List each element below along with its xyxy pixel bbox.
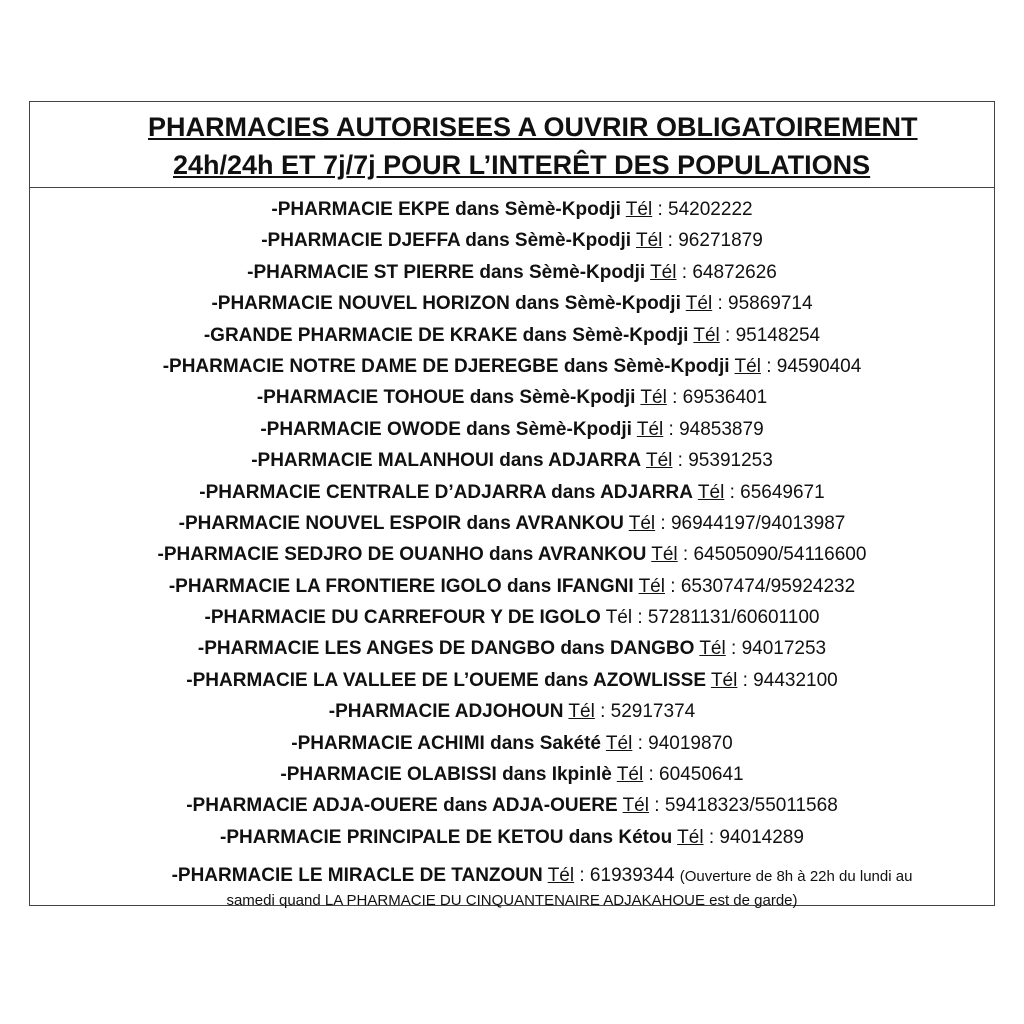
tel-label: Tél: [693, 324, 720, 346]
pharmacy-name: -PHARMACIE EKPE dans Sèmè-Kpodji: [271, 199, 621, 220]
pharmacy-phone: : 65649671: [724, 481, 825, 503]
pharmacy-phone: : 54202222: [652, 199, 753, 220]
pharmacy-name: -PHARMACIE DU CARREFOUR Y DE IGOLO: [204, 607, 601, 629]
pharmacy-name: -PHARMACIE NOUVEL HORIZON dans Sèmè-Kpodji: [211, 293, 681, 315]
tel-label: Tél: [685, 293, 713, 315]
opening-note-line-1: (Ouverture de 8h à 22h du lundi au: [679, 868, 913, 885]
list-item: [30, 822, 994, 853]
pharmacy-phone: : 64505090/54116600: [677, 544, 867, 566]
pharmacy-phone: : 96271879: [662, 230, 763, 252]
pharmacy-phone: : 94014289: [703, 826, 804, 848]
notice-frame: [29, 101, 995, 909]
pharmacy-name: -GRANDE PHARMACIE DE KRAKE dans Sèmè-Kpodji: [203, 324, 689, 346]
list-item: [30, 759, 994, 790]
pharmacy-phone: : 96944197/94013987: [655, 512, 846, 534]
pharmacy-phone: : 95391253: [672, 450, 773, 472]
list-item: [30, 414, 994, 445]
pharmacy-name: -PHARMACIE CENTRALE D’ADJARRA dans ADJARRA: [199, 481, 693, 503]
tel-label: Tél: [650, 261, 677, 283]
page-title-line-2: 24h/24h ET 7j/7j POUR L’INTERÊT DES POPULATIONS: [173, 150, 871, 180]
pharmacy-phone: : 94853879: [663, 418, 764, 440]
pharmacy-phone: : 94432100: [737, 669, 838, 691]
pharmacy-name: -PHARMACIE LA VALLEE DE L’OUEME dans AZOWLISSE: [186, 669, 706, 691]
pharmacy-name: -PHARMACIE DJEFFA dans Sèmè-Kpodji: [261, 230, 632, 252]
list-item: [30, 257, 994, 288]
pharmacy-phone: : 69536401: [666, 387, 768, 409]
tel-label: Tél: [636, 230, 663, 252]
page-title-line-1: PHARMACIES AUTORISEES A OUVRIR OBLIGATOIREMENT: [148, 112, 918, 142]
list-item: [30, 508, 994, 539]
pharmacy-name: -PHARMACIE ACHIMI dans Sakété: [291, 732, 601, 754]
pharmacy-phone: : 95869714: [712, 293, 813, 315]
pharmacy-phone: : 52917374: [594, 701, 696, 723]
list-item: [30, 225, 994, 256]
pharmacy-phone: : 94017253: [725, 638, 827, 660]
pharmacy-phone: : 59418323/55011568: [648, 795, 838, 817]
pharmacy-name: -PHARMACIE LES ANGES DE DANGBO dans DANGBO: [197, 638, 695, 660]
pharmacy-phone: : 61939344: [574, 865, 675, 886]
pharmacy-phone: : 60450641: [643, 764, 744, 786]
list-item: [30, 194, 994, 225]
tel-label: Tél: [605, 607, 633, 629]
pharmacy-name: -PHARMACIE OLABISSI dans Ikpinlè: [280, 764, 612, 786]
pharmacy-phone: : 95148254: [719, 324, 821, 346]
pharmacy-name: -PHARMACIE LA FRONTIERE IGOLO dans IFANGNI: [168, 575, 634, 597]
list-item: [30, 477, 994, 508]
list-item-last: [30, 862, 994, 912]
list-item: [30, 351, 994, 382]
list-item: [30, 728, 994, 759]
tel-label: Tél: [628, 512, 656, 534]
pharmacy-name: -PHARMACIE ADJA-OUERE dans ADJA-OUERE: [186, 795, 618, 817]
pharmacy-phone: : 94590404: [760, 355, 862, 377]
tel-label: Tél: [646, 450, 673, 472]
pharmacy-name: -PHARMACIE MALANHOUI dans ADJARRA: [251, 450, 642, 472]
pharmacy-phone: : 94019870: [632, 732, 733, 754]
pharmacy-phone: : 57281131/60601100: [632, 607, 820, 629]
list-item: [30, 602, 994, 633]
list-item: [30, 633, 994, 664]
tel-label: Tél: [547, 865, 575, 886]
pharmacy-list: [30, 194, 994, 853]
pharmacy-name: -PHARMACIE LE MIRACLE DE TANZOUN: [171, 865, 543, 886]
tel-label: Tél: [625, 199, 653, 220]
list-item: [30, 696, 994, 727]
opening-note-line-2: samedi quand LA PHARMACIE DU CINQUANTENAIRE ADJAKAHOUE est de garde): [226, 892, 798, 909]
tel-label: Tél: [640, 387, 667, 409]
pharmacy-name: -PHARMACIE NOTRE DAME DE DJEREGBE dans Sèmè-Kpodji: [162, 355, 730, 377]
tel-label: Tél: [699, 638, 726, 660]
list-item: [30, 571, 994, 602]
pharmacy-name: -PHARMACIE NOUVEL ESPOIR dans AVRANKOU: [178, 512, 624, 534]
tel-label: Tél: [638, 575, 665, 597]
list-item: [30, 539, 994, 570]
tel-label: Tél: [651, 544, 678, 566]
list-item: [30, 790, 994, 821]
tel-label: Tél: [710, 669, 738, 691]
tel-label: Tél: [636, 418, 664, 440]
pharmacy-name: -PHARMACIE SEDJRO DE OUANHO dans AVRANKOU: [157, 544, 647, 566]
tel-label: Tél: [605, 732, 633, 754]
tel-label: Tél: [697, 481, 725, 503]
tel-label: Tél: [616, 764, 644, 786]
tel-label: Tél: [568, 701, 595, 723]
list-item: [30, 665, 994, 696]
pharmacy-phone: : 64872626: [676, 261, 777, 283]
tel-label: Tél: [622, 795, 649, 817]
pharmacy-name: -PHARMACIE ADJOHOUN: [328, 701, 564, 723]
pharmacy-name: -PHARMACIE TOHOUE dans Sèmè-Kpodji: [256, 387, 636, 409]
list-item: [30, 320, 994, 351]
pharmacy-name: -PHARMACIE ST PIERRE dans Sèmè-Kpodji: [247, 261, 646, 283]
list-item: [30, 382, 994, 413]
pharmacy-name: -PHARMACIE PRINCIPALE DE KETOU dans Kétou: [220, 826, 673, 848]
header: [30, 102, 994, 188]
list-item: [30, 445, 994, 476]
list-item: [30, 288, 994, 319]
tel-label: Tél: [677, 826, 704, 848]
tel-label: Tél: [734, 355, 761, 377]
pharmacy-name: -PHARMACIE OWODE dans Sèmè-Kpodji: [260, 418, 632, 440]
pharmacy-phone: : 65307474/95924232: [664, 575, 856, 597]
